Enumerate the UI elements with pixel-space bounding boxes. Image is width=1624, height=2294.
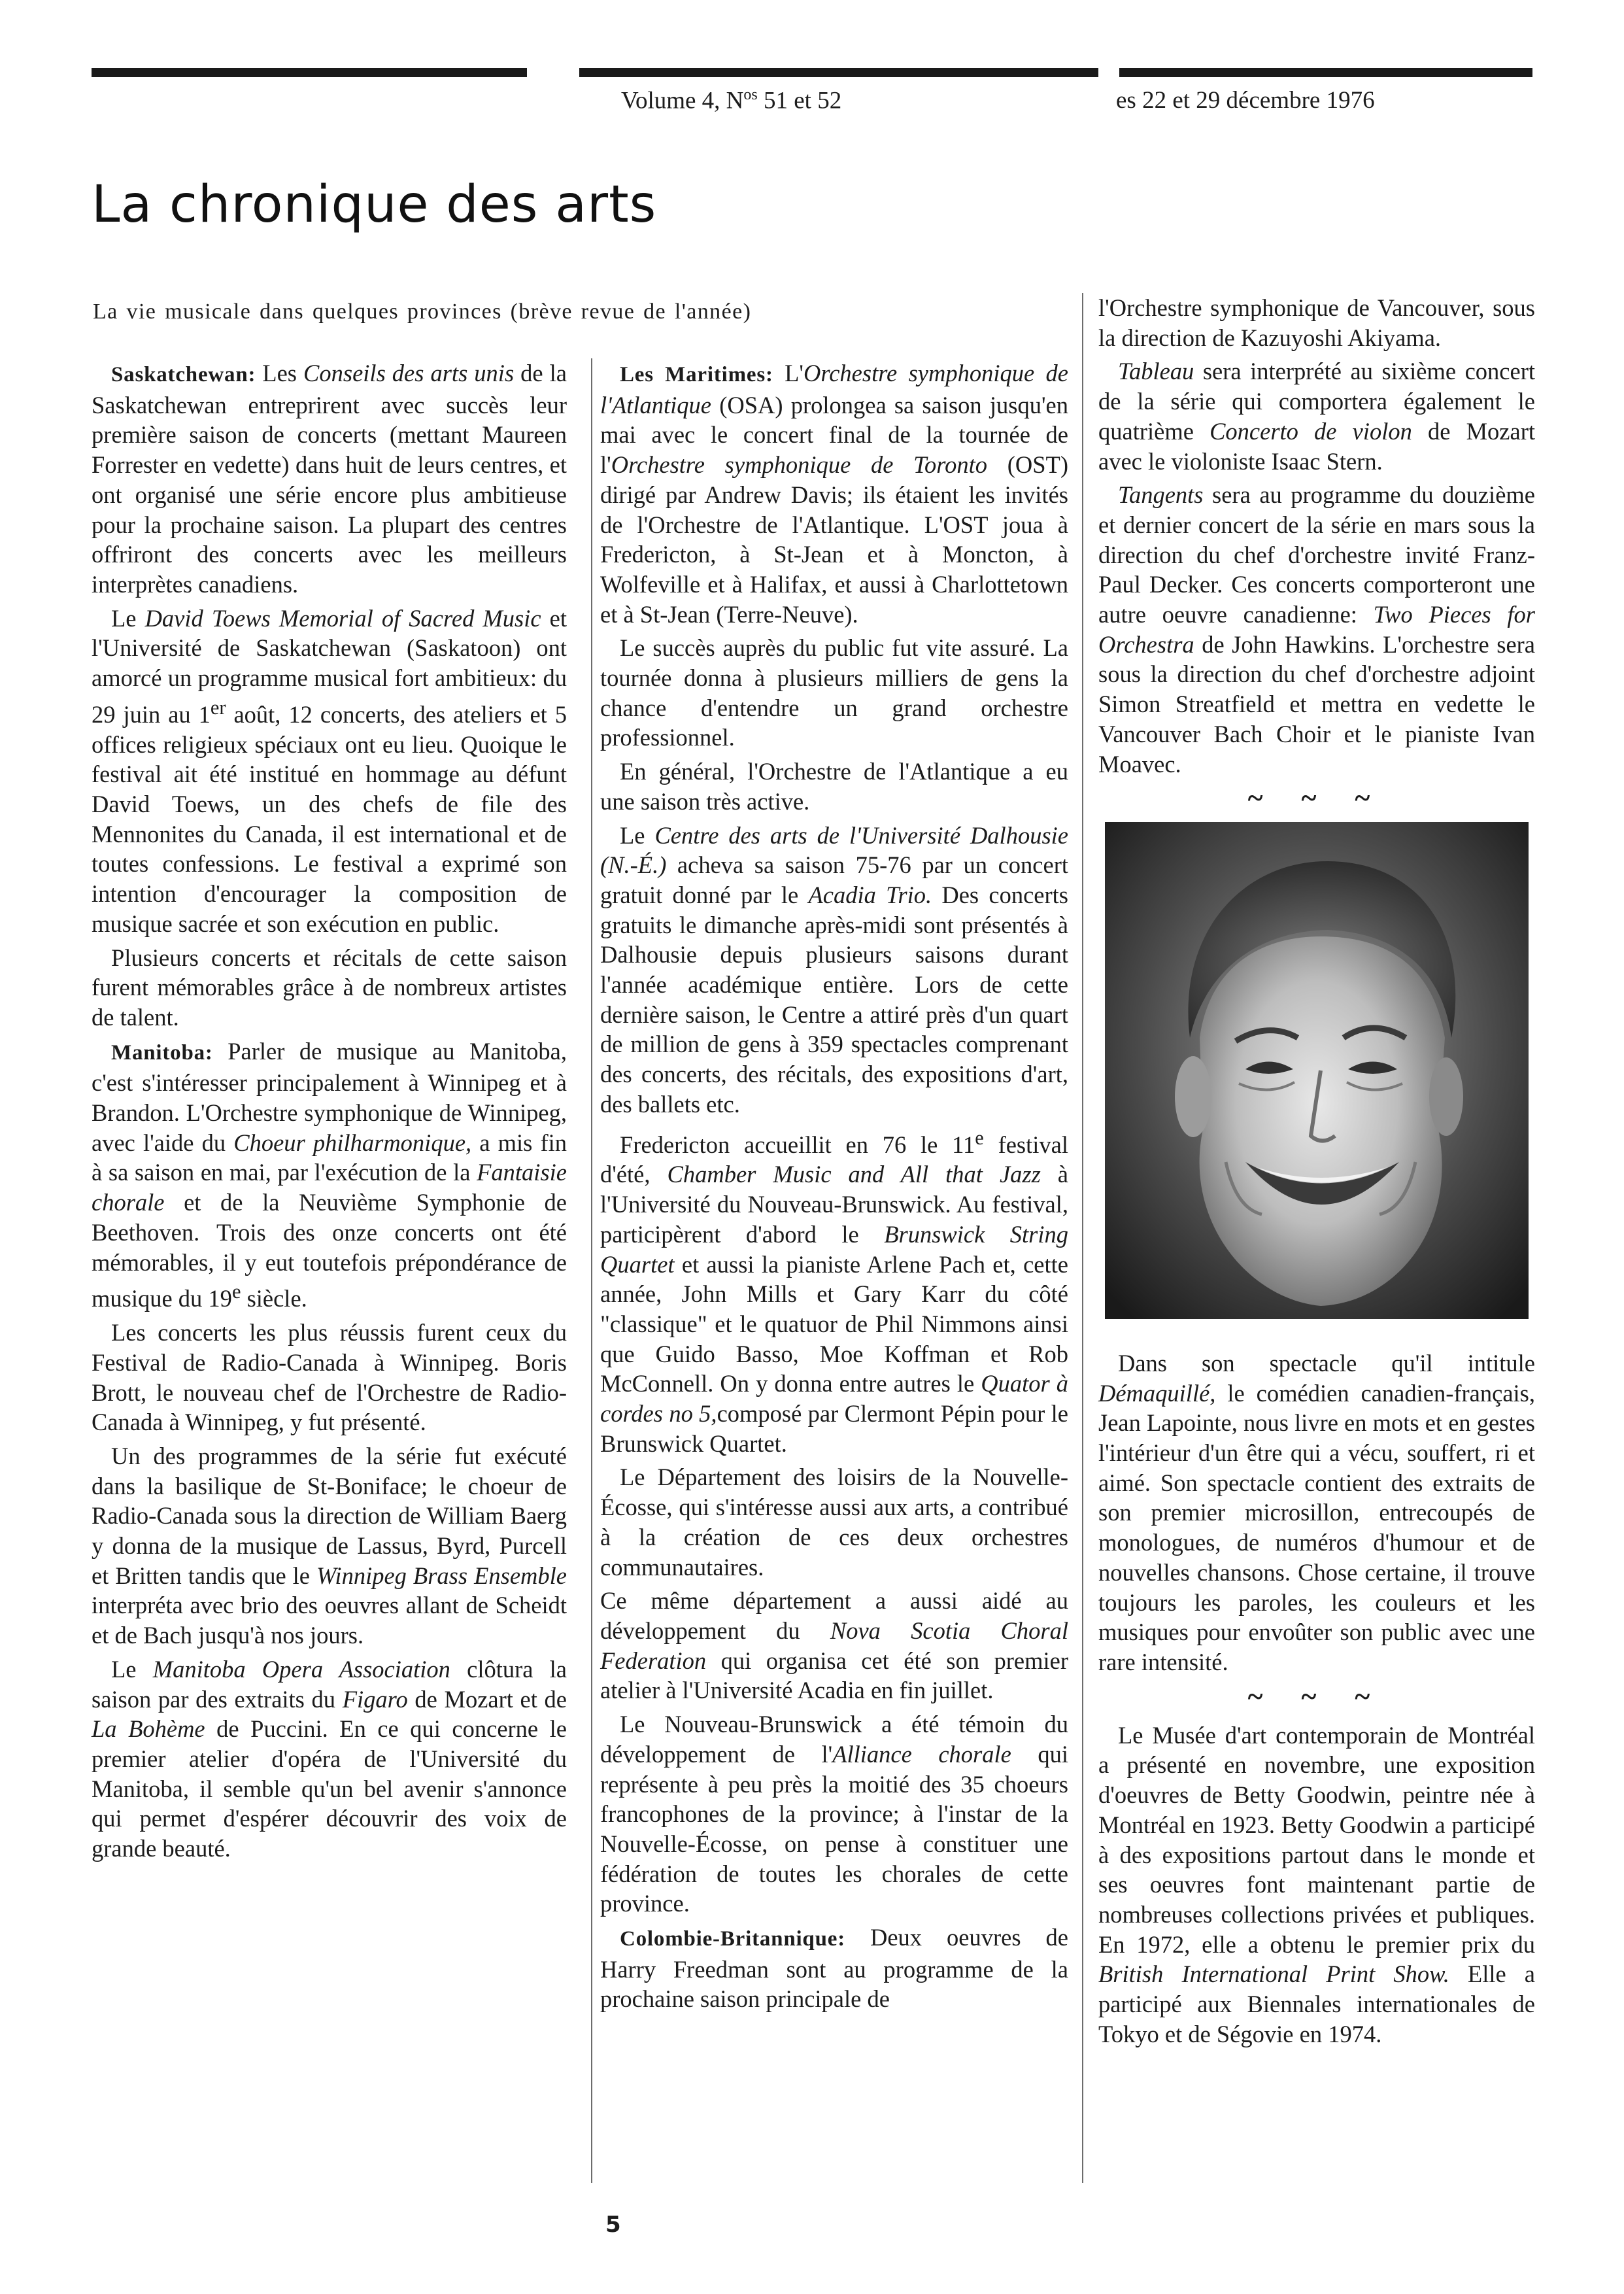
paragraph-public-success: Le succès auprès du public fut vite assuré. La tournée donna à plusieurs milliers de gens la chance d'entendre un grand orchestre professionnel. [600, 634, 1068, 751]
section-title: La chronique des arts [92, 175, 657, 234]
page-number: 5 [605, 2212, 621, 2238]
header-rule-left [92, 68, 527, 77]
paragraph-british-columbia: Colombie-Britannique: Deux oeuvres de Harry Freedman sont au programme de la prochaine saison principale de [600, 1924, 1068, 2013]
paragraph-saskatchewan: Saskatchewan: Les Conseils des arts unis de la Saskatchewan entreprirent avec succès leur première saison de concerts (mettant Maureen Forrester en vedette) dans huit de leurs centres, et ont organisé une série encore plus ambitieuse pour la prochaine saison. La plupart des centres offriront des concerts avec les meilleurs interprètes canadiens. [92, 360, 567, 598]
photo-caption: Dans son spectacle qu'il intitule Démaquillé, le comédien canadien-français, Jean Lapointe, nous livre en mots et en gestes l'intérieur d'un être qui a vécu, souffert, ri et aimé. Son spectacle contient des extraits de son premier microsillon, entrecoupés de monologues, de numéros d'humour et de nouvelles chansons. Chose certaine, il trouve toujours les paroles, les couleurs et les musiques pour envoûter son public avec une rare intensité. [1098, 1349, 1535, 1675]
paragraph-betty-goodwin: Le Musée d'art contemporain de Montréal a présenté en novembre, une exposition d'oeuvres de Betty Goodwin, peintre née à Montréal en 1923. Betty Goodwin a participé à des expositions partout dans le monde et ses oeuvres font maintenant partie de nombreuses collections privées et publiques. En 1972, elle a obtenu le premier prix du British International Print Show. Elle a participé aux Biennales internationales de Tokyo et de Ségovie en 1974. [1098, 1721, 1535, 2047]
column-separator-right [1082, 293, 1083, 2183]
paragraph-alliance-chorale: Le Nouveau-Brunswick a été témoin du développement de l'Alliance chorale qui représente à peu près la moitié des 35 choeurs francophones de la province; à l'instar de la Nouvelle-Écosse, on pense à constituer une fédération de toutes les chorales de cette province. [600, 1711, 1068, 1917]
paragraph-choral-federation: Ce même département a aussi aidé au développement du Nova Scotia Choral Federation qui organisa cet été son premier atelier à l'Université Acadia en fin juillet. [600, 1587, 1068, 1704]
paragraph-vancouver: l'Orchestre symphonique de Vancouver, sous la direction de Kazuyoshi Akiyama. [1098, 294, 1535, 351]
paragraph-concerts-recitals: Plusieurs concerts et récitals de cette saison furent mémorables grâce à de nombreux artistes de talent. [92, 944, 567, 1031]
paragraph-fredericton: Fredericton accueillit en 76 le 11e festival d'été, Chamber Music and All that Jazz à l'Université du Nouveau-Brunswick. Au festival, participèrent d'abord le Brunswick String Quartet et aussi la pianiste Arlene Pach et, cette année, John Mills et Gary Karr du côté "classique" et le quatuor de Phil Nimmons ainsi que Guido Basso, Moe Koffman et Rob McConnell. On y donna entre autres le Quator à cordes no 5,composé par Clermont Pépin pour le Brunswick Quartet. [600, 1126, 1069, 1457]
column-2 [600, 358, 1068, 2018]
paragraph-dalhousie: Le Centre des arts de l'Université Dalhousie (N.-É.) acheva sa saison 75-76 par un concert gratuit donné par le Acadia Trio. Des concerts gratuits le dimanche après-midi sont présentés à Dalhousie depuis plusieurs saisons durant l'année académique entière. Lors de cette dernière saison, le Centre a attiré près d'un quart de million de gens à 359 spectacles comprenant des concerts, des récitals, des expositions d'art, des ballets etc. [600, 821, 1068, 1118]
paragraph-active-season: En général, l'Orchestre de l'Atlantique a eu une saison très active. [600, 758, 1068, 815]
portrait-photo [1105, 822, 1529, 1319]
article-subhead: La vie musicale dans quelques provinces (brève revue de l'année) [93, 300, 752, 324]
paragraph-tableau: Tableau sera interprété au sixième concert de la série qui comportera également le quatrième Concerto de violon de Mozart avec le violoniste Isaac Stern. [1098, 358, 1535, 475]
paragraph-tangents: Tangents sera au programme du douzième et dernier concert de la série en mars sous la direction du chef d'orchestre invité Franz-Paul Decker. Ces concerts comporteront une autre oeuvre canadienne: Two Pieces for Orchestra de John Hawkins. L'orchestre sera sous la direction du chef d'orchestre adjoint Simon Streatfield et mettra en vedette le Vancouver Bach Choir et le pianiste Ivan Moavec. [1098, 481, 1535, 778]
paragraph-toews-memorial: Le David Toews Memorial of Sacred Music et l'Université de Saskatchewan (Saskatoon) ont amorcé un programme musical fort ambitieux: du 29 juin au 1er août, 12 concerts, des ateliers et 5 offices religieux spéciaux ont eu lieu. Quoique le festival ait été institué en hommage au défunt David Toews, un des chefs de file des Mennonites du Canada, il est international et de toutes confessions. Le festival a exprimé son intention d'encourager la composition de musique sacrée et son exécution en public. [92, 604, 567, 937]
paragraph-maritimes: Les Maritimes: L'Orchestre symphonique de l'Atlantique (OSA) prolongea sa saison jusqu'en mai avec le concert final de la tournée de l'Orchestre symphonique de Toronto (OST) dirigé par Andrew Davis; ils étaient les invités de l'Orchestre de l'Atlantique. L'OST joua à Fredericton, à St-Jean et à Moncton, à Wolfeville et à Halifax, et aussi à Charlottetown et à St-Jean (Terre-Neuve). [600, 360, 1069, 628]
paragraph-radio-canada-festival: Les concerts les plus réussis furent ceux du Festival de Radio-Canada à Winnipeg. Boris Brott, le nouveau chef de l'Orchestre de Radio-Canada à Winnipeg, y fut présenté. [92, 1319, 567, 1436]
volume-info: Volume 4, $N^{os}$ 51 et 52 [621, 86, 842, 114]
paragraph-manitoba-opera: Le Manitoba Opera Association clôtura la saison par des extraits du Figaro de Mozart et de La Bohème de Puccini. En ce qui concerne le premier atelier d'opéra de l'Université du Manitoba, il semble qu'un bel avenir s'annonce qui permet d'espérer découvrir des voix de grande beauté. [92, 1655, 567, 1862]
header-rule-right [1119, 68, 1532, 77]
column-separator-left [591, 358, 592, 2183]
paragraph-manitoba: Manitoba: Parler de musique au Manitoba, c'est s'intéresser principalement à Winnipeg et à Brandon. L'Orchestre symphonique de Winnipeg, avec l'aide du Choeur philharmonique, a mis fin à sa saison en mai, par l'exécution de la Fantaisie chorale et de la Neuvième Symphonie de Beethoven. Trois des onze concerts ont été mémorables, il y eut toutefois prépondérance de musique du 19e siècle. [92, 1037, 567, 1312]
column-3 [1098, 293, 1535, 2053]
paragraph-st-boniface: Un des programmes de la série fut exécuté dans la basilique de St-Boniface; le choeur de Radio-Canada sous la direction de William Baerg y donna de la musique de Lassus, Byrd, Purcell et Britten tandis que le Winnipeg Brass Ensemble interpréta avec brio des oeuvres allant de Scheidt et de Bach jusqu'à nos jours. [92, 1442, 567, 1649]
issue-date: es 22 et 29 décembre 1976 [1116, 87, 1375, 114]
section-separator-2: ~ ~ ~ [1247, 1680, 1386, 1713]
section-separator: ~ ~ ~ [1247, 782, 1386, 815]
column-1 [92, 358, 567, 1868]
header-rule-middle [579, 68, 1098, 77]
paragraph-nova-scotia-leisure: Le Département des loisirs de la Nouvelle-Écosse, qui s'intéresse aussi aux arts, a contribué à la création de ces deux orchestres communautaires. [600, 1464, 1068, 1581]
